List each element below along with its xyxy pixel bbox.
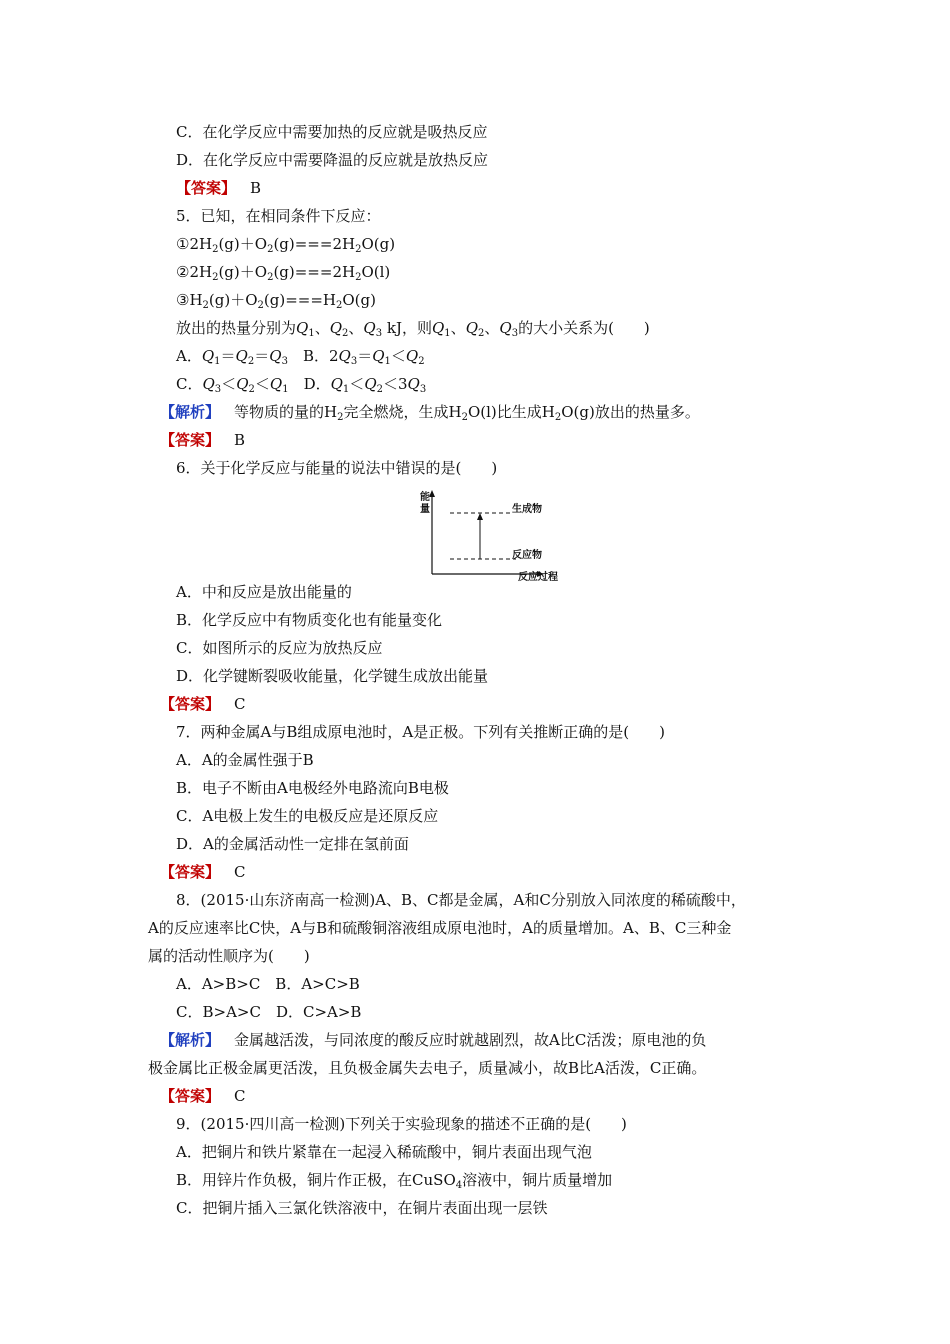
q5-answer	[160, 430, 245, 450]
q9-stem: 9．(2015·四川高一检测)下列关于实验现象的描述不正确的是( )	[176, 1115, 627, 1133]
q5-stem: 5．已知，在相同条件下反应：	[176, 207, 381, 225]
analysis-tag: 【解析】	[160, 403, 221, 421]
q5-reaction-2: $②2H_2(g)+O_2(g)===2H_2O(l)$	[176, 263, 391, 283]
q5-reaction-1: $①2H_2(g)+O_2(g)===2H_2O(g)$	[176, 235, 396, 255]
x-label: 反应过程	[518, 572, 558, 582]
q5-options-ab: A．$Q_1=Q_2=Q_3$ B．$2Q_3=Q_1<Q_2$	[176, 347, 425, 367]
q9-option-b: B．用锌片作负极，铜片作正极，在CuSO$_4$溶液中，铜片质量增加	[176, 1171, 613, 1191]
energy-diagram	[408, 486, 578, 582]
q8-answer	[160, 1086, 246, 1106]
q8-stem-line-1: 8．(2015·山东济南高一检测)A、B、C都是金属，A和C分别放入同浓度的稀硫酸中，	[176, 891, 746, 909]
answer-tag: 【答案】	[160, 431, 221, 449]
q6-option-c: C．如图所示的反应为放热反应	[176, 639, 383, 657]
q4-option-c: C．在化学反应中需要加热的反应就是吸热反应	[176, 123, 488, 141]
q7-option-b: B．电子不断由A电极经外电路流向B电极	[176, 779, 449, 797]
q5-heat-question: 放出的热量分别为$Q_1$、$Q_2$、$Q_3$ kJ，则$Q_1$、$Q_2$、$Q_3$的大小关系为( )	[176, 319, 650, 339]
answer-tag: 【答案】	[160, 695, 221, 713]
answer-value: B	[250, 179, 262, 197]
answer-tag: 【答案】	[176, 179, 237, 197]
q7-answer	[160, 862, 246, 882]
q6-option-d: D．化学键断裂吸收能量，化学键生成放出能量	[176, 667, 489, 685]
q6-answer	[160, 694, 246, 714]
q8-stem-line-3: 属的活动性顺序为( )	[148, 947, 310, 965]
answer-value: C	[234, 863, 246, 881]
q8-analysis-line-2: 极金属比正极金属更活泼，且负极金属失去电子，质量减小，故B比A活泼，C正确。	[148, 1059, 707, 1077]
q8-stem-line-2: A的反应速率比C快，A与B和硫酸铜溶液组成原电池时，A的质量增加。A、B、C三种金	[148, 919, 732, 937]
q5-options-cd: C．$Q_3<Q_2<Q_1$ D．$Q_1<Q_2<3Q_3$	[176, 375, 427, 395]
q6-option-b: B．化学反应中有物质变化也有能量变化	[176, 611, 443, 629]
answer-value: C	[234, 1087, 246, 1105]
q7-option-d: D．A的金属活动性一定排在氢前面	[176, 835, 409, 853]
product-label: 生成物	[512, 504, 542, 515]
reactant-label: 反应物	[512, 550, 542, 561]
q8-options-cd: C．B>A>C D．C>A>B	[176, 1003, 362, 1021]
y-label-1: 能	[420, 492, 430, 503]
q5-reaction-3: $③H_2(g)+O_2(g)===H_2O(g)$	[176, 291, 376, 311]
y-label-2: 量	[420, 504, 430, 515]
q4-answer	[176, 178, 261, 198]
energy-arrowhead	[477, 513, 483, 520]
q4-option-d: D．在化学反应中需要降温的反应就是放热反应	[176, 151, 489, 169]
answer-tag: 【答案】	[160, 863, 221, 881]
answer-value: C	[234, 695, 246, 713]
q8-options-ab: A．A>B>C B．A>C>B	[176, 975, 360, 993]
q6-stem: 6．关于化学反应与能量的说法中错误的是( )	[176, 459, 498, 477]
analysis-tag: 【解析】	[160, 1031, 221, 1049]
q7-stem: 7．两种金属A与B组成原电池时，A是正极。下列有关推断正确的是( )	[176, 723, 665, 741]
answer-tag: 【答案】	[160, 1087, 221, 1105]
q7-option-a: A．A的金属性强于B	[176, 751, 314, 769]
q6-option-a: A．中和反应是放出能量的	[176, 583, 352, 601]
q8-analysis-line-1: 【解析】 金属越活泼，与同浓度的酸反应时就越剧烈，故A比C活泼；原电池的负	[160, 1031, 707, 1049]
q7-option-c: C．A电极上发生的电极反应是还原反应	[176, 807, 439, 825]
q9-option-c: C．把铜片插入三氯化铁溶液中，在铜片表面出现一层铁	[176, 1199, 548, 1217]
q5-analysis: 【解析】 等物质的量的$H_2$完全燃烧，生成$H_2O(l)$比生成$H_2O(g)$放出的热量多。	[160, 403, 700, 423]
answer-value: B	[234, 431, 246, 449]
q9-option-a: A．把铜片和铁片紧靠在一起浸入稀硫酸中，铜片表面出现气泡	[176, 1143, 592, 1161]
